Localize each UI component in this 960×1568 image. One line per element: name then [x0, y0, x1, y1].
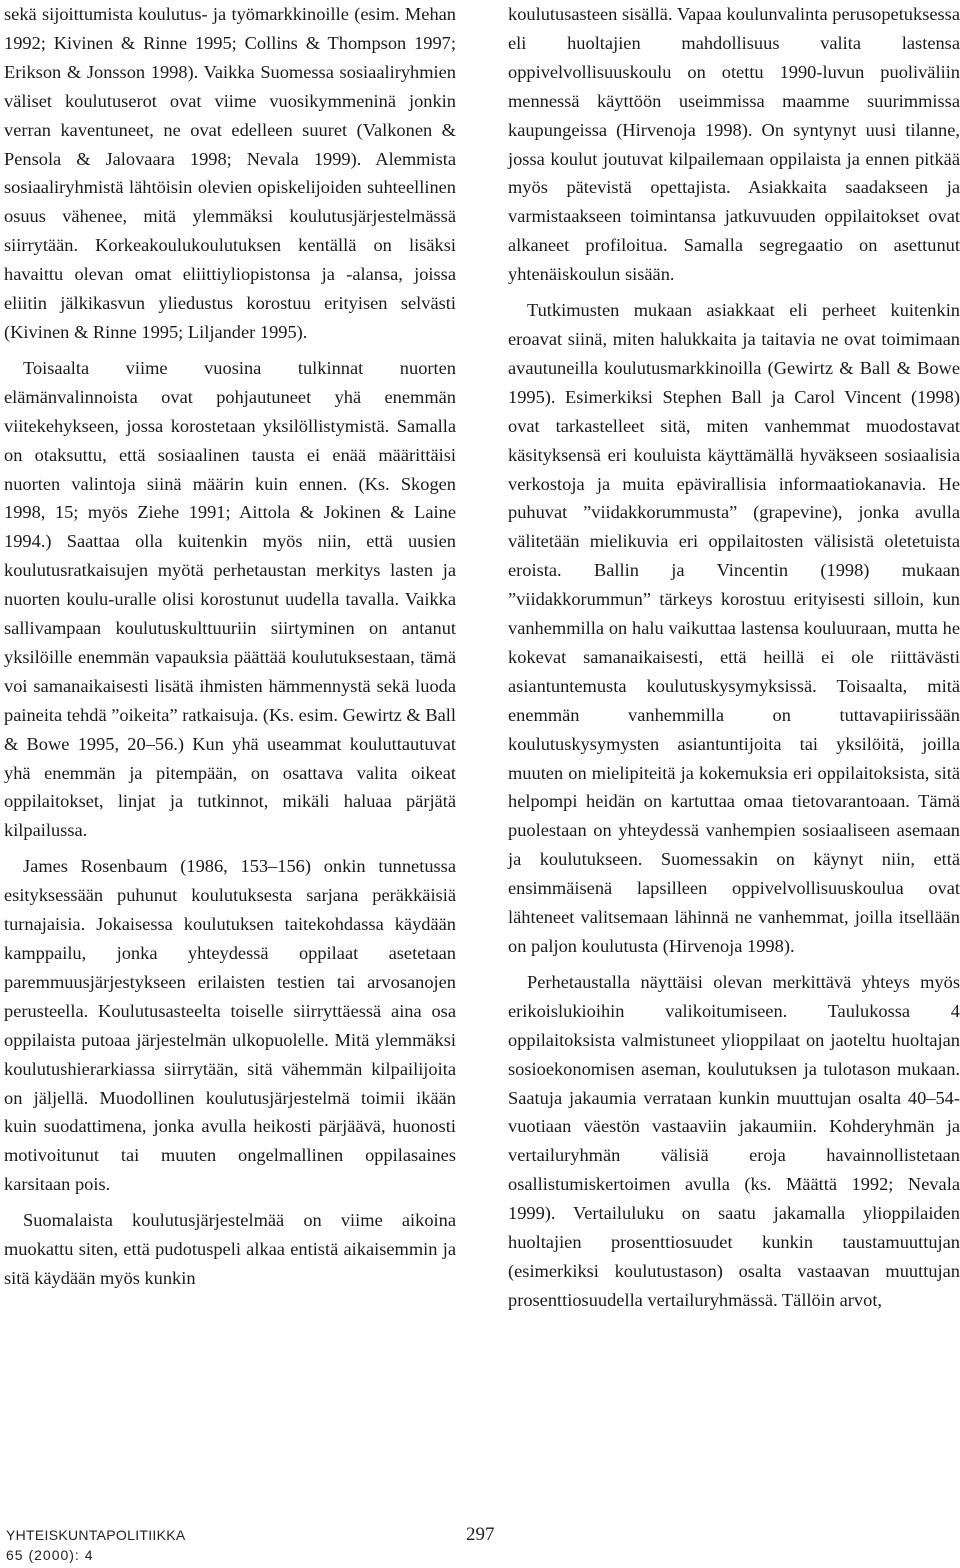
paragraph: Tutkimusten mukaan asiakkaat eli perheet kuitenkin eroavat siinä, miten halukkaita ja taitavia ne ovat toimimaan avautuneilla koulutusmarkkinoilla (Gewirtz & Ball & Bowe 1995). Esimerkiksi Stephen Ball ja Carol Vincent (1998) ovat tarkastelleet sitä, miten vanhemmat muodostavat käsityksensä eri kouluista käyttämällä hyväkseen sosiaalisia verkostoja ja muita epävirallisia informaatiokanavia. He puhuvat ”viidakkorummusta” (grapevine), jonka avulla välitetään mielikuvia eri oppilaitosten välisistä oletetuista eroista. Ballin ja Vincentin (1998) mukaan ”viidakkorummun” tärkeys korostuu erityisesti silloin, kun vanhemmilla on halu vaikuttaa lastensa kouluuraan, mutta he kokevat samanaikaisesti, että heillä ei ole riittävästi asiantuntemusta koulutuskysymyksissä. Toisaalta, mitä enemmän vanhemmilla on tuttavapiirissään koulutuskysymysten asiantuntijoita tai yksilöitä, joilla muuten on mielipiteitä ja kokemuksia eri oppilaitoksista, sitä helpompi heidän on kartuttaa omaa tietovarantoaan. Tämä puolestaan on yhteydessä vanhempien sosiaaliseen asemaan ja koulutukseen. Suomessakin on käynyt niin, että ensimmäisenä lapsilleen oppivelvollisuuskoulua ovat lähteneet valitsemaan lähinnä ne vanhemmat, joilla itsellään on paljon koulutusta (Hirvenoja 1998).	[508, 300, 960, 956]
page-number: 297	[466, 1524, 495, 1545]
paragraph: Toisaalta viime vuosina tulkinnat nuorten elämänvalinnoista ovat pohjautuneet yhä enemmän viitekehykseen, jossa korostetaan yksilöllistymistä. Samalla on otaksuttu, että sosiaalinen tausta ei enää määrittäisi nuorten valintoja siinä määrin kuin ennen. (Ks. Skogen 1998, 15; myös Ziehe 1991; Aittola & Jokinen & Laine 1994.) Saattaa olla kuitenkin myös niin, että uusien koulutusratkaisujen myötä perhetaustan merkitys lasten ja nuorten koulu-uralle olisi korostunut uudella tavalla. Vaikka sallivampaan koulutuskulttuuriin siirtyminen on antanut yksilöille enemmän vapauksia päättää koulutuksestaan, tämä voi samanaikaisesti lisätä ihmisten hämmennystä sekä luoda paineita tehdä ”oikeita” ratkaisuja. (Ks. esim. Gewirtz & Ball & Bowe 1995, 20–56.) Kun yhä useammat kouluttautuvat yhä enemmän ja pitempään, on osattava valita oikeat oppilaitokset, linjat ja tutkinnot, mikäli haluaa pärjätä kilpailussa.	[4, 357, 456, 841]
right-text-column	[508, 0, 960, 1315]
journal-issue: 65 (2000): 4	[6, 1547, 94, 1563]
paragraph: sekä sijoittumista koulutus- ja työmarkkinoille (esim. Mehan 1992; Kivinen & Rinne 1995; Collins & Thompson 1997; Erikson & Jonsson 1998). Vaikka Suomessa sosiaaliryhmien väliset koulutuserot ovat viime vuosikymmeninä jonkin verran kaventuneet, ne ovat edelleen suuret (Valkonen & Pensola & Jalovaara 1998; Nevala 1999). Alemmista sosiaaliryhmistä lähtöisin olevien opiskelijoiden suhteellinen osuus vähenee, mitä ylemmäksi koulutusjärjestelmässä siirrytään. Korkeakoulukoulutuksen kentällä on lisäksi havaittu olevan omat eliittiyliopistonsa ja -alansa, joissa eliitin jälkikasvun yliedustus korostuu erityisen selvästi (Kivinen & Rinne 1995; Liljander 1995).	[4, 4, 456, 342]
paragraph: James Rosenbaum (1986, 153–156) onkin tunnetussa esityksessään puhunut koulutuksesta sarjana peräkkäisiä turnajaisia. Jokaisessa koulutuksen taitekohdassa käydään kamppailu, jonka yhteydessä oppilaat asetetaan paremmuusjärjestykseen erilaisten testien tai arvosanojen perusteella. Koulutusasteelta toiselle siirryttäessä aina osa oppilaista putoaa järjestelmän ulkopuolelle. Mitä ylemmäksi koulutushierarkiassa siirrytään, sitä vähemmän kilpailijoita on jäljellä. Muodollinen koulutusjärjestelmä toimii ikään kuin suodattimena, jonka avulla heikosti pärjäävä, huonosti motivoitunut tai muuten ongelmallinen oppilasaines karsitaan pois.	[4, 856, 456, 1195]
left-text-column	[4, 0, 456, 1293]
paragraph: Perhetaustalla näyttäisi olevan merkittävä yhteys myös erikoislukioihin valikoitumiseen. Taulukossa 4 oppilaitoksista valmistuneet ylioppilaat on jaoteltu huoltajan sosioekonomisen aseman, koulutuksen ja tulotason mukaan. Saatuja jakaumia verrataan kunkin muuttujan osalta 40–54-vuotiaan väestön vastaaviin jakaumiin. Kohderyhmän ja vertailuryhmän välisiä eroja havainnollistetaan osallistumiskertoimen avulla (ks. Määttä 1992; Nevala 1999). Vertailuluku on saatu jakamalla ylioppilaiden huoltajien prosenttiosuudet kunkin taustamuuttujan (esimerkiksi koulutustason) osalta vastaavan muuttujan prosenttiosuudella vertailuryhmässä. Tällöin arvot,	[508, 971, 960, 1310]
paragraph: Suomalaista koulutusjärjestelmää on viime aikoina muokattu siten, että pudotuspeli alkaa entistä aikaisemmin ja sitä käydään myös kunkin	[4, 1210, 456, 1288]
journal-name: YHTEISKUNTAPOLITIIKKA	[6, 1527, 186, 1543]
paragraph: koulutusasteen sisällä. Vapaa koulunvalinta perusopetuksessa eli huoltajien mahdollisuus valita lastensa oppivelvollisuuskoulu on otettu 1990-luvun puoliväliin mennessä käyttöön useimmissa maamme suurimmissa kaupungeissa (Hirvenoja 1998). On syntynyt uusi tilanne, jossa koulut joutuvat kilpailemaan oppilaista ja ennen pitkää myös pätevistä opettajista. Asiakkaita saadakseen ja varmistaakseen toimintansa jatkuvuuden oppilaitokset ovat alkaneet profiloitua. Samalla segregaatio on asettunut yhtenäiskoulun sisään.	[508, 4, 960, 285]
